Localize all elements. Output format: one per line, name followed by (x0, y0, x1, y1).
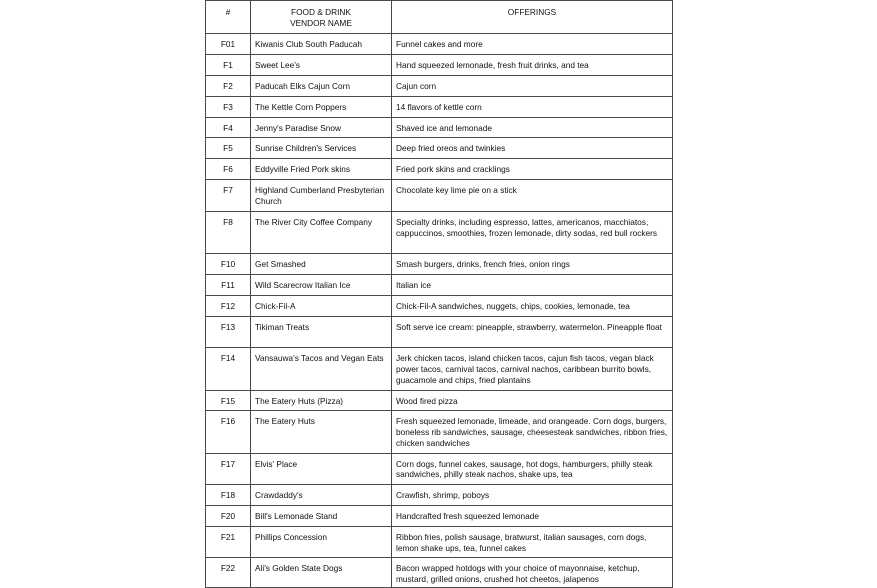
table-row (206, 390, 673, 411)
vendor-name: Wild Scarecrow Italian Ice (251, 274, 392, 295)
vendor-offerings: Chick-Fil-A sandwiches, nuggets, chips, cookies, lemonade, tea (392, 295, 673, 316)
table-row (206, 348, 673, 390)
vendor-number: F11 (206, 274, 251, 295)
table-row (206, 558, 673, 588)
vendor-offerings: Bacon wrapped hotdogs with your choice of mayonnaise, ketchup, mustard, grilled onions, crushed hot cheetos, jalapenos (392, 558, 673, 588)
table-row (206, 96, 673, 117)
vendor-offerings: 14 flavors of kettle corn (392, 96, 673, 117)
table-row (206, 34, 673, 55)
table-row (206, 254, 673, 275)
vendor-name: Crawdaddy's (251, 485, 392, 506)
vendor-number: F4 (206, 117, 251, 138)
vendor-number: F2 (206, 75, 251, 96)
table-row (206, 117, 673, 138)
vendor-offerings: Hand squeezed lemonade, fresh fruit drinks, and tea (392, 54, 673, 75)
vendor-number: F18 (206, 485, 251, 506)
vendor-rows (206, 34, 673, 588)
vendor-name: Vansauwa's Tacos and Vegan Eats (251, 348, 392, 390)
vendor-name: Chick-Fil-A (251, 295, 392, 316)
vendor-offerings: Chocolate key lime pie on a stick (392, 180, 673, 212)
vendor-number: F13 (206, 316, 251, 348)
vendor-offerings: Corn dogs, funnel cakes, sausage, hot dogs, hamburgers, philly steak sandwiches, philly steak nachos, shake ups, tea (392, 453, 673, 485)
header-offerings: OFFERINGS (392, 1, 673, 34)
vendor-offerings: Smash burgers, drinks, french fries, onion rings (392, 254, 673, 275)
vendor-number: F10 (206, 254, 251, 275)
header-number: # (206, 1, 251, 34)
vendor-number: F01 (206, 34, 251, 55)
vendor-table-page (205, 0, 672, 588)
vendor-name: Bill's Lemonade Stand (251, 506, 392, 527)
vendor-offerings: Handcrafted fresh squeezed lemonade (392, 506, 673, 527)
vendor-number: F8 (206, 211, 251, 253)
vendor-name: Tikiman Treats (251, 316, 392, 348)
vendor-number: F12 (206, 295, 251, 316)
table-row (206, 526, 673, 558)
vendor-offerings: Ribbon fries, polish sausage, bratwurst, italian sausages, corn dogs, lemon shake ups, tea, funnel cakes (392, 526, 673, 558)
vendor-offerings: Soft serve ice cream: pineapple, strawberry, watermelon. Pineapple float (392, 316, 673, 348)
vendor-table (205, 0, 673, 588)
table-row (206, 159, 673, 180)
vendor-number: F14 (206, 348, 251, 390)
vendor-name: Highland Cumberland Presbyterian Church (251, 180, 392, 212)
vendor-offerings: Fresh squeezed lemonade, limeade, and orangeade. Corn dogs, burgers, boneless rib sandwiches, sausage, cheesesteak sandwiches, ribbon fries, chicken sandwiches (392, 411, 673, 453)
vendor-number: F3 (206, 96, 251, 117)
vendor-number: F6 (206, 159, 251, 180)
vendor-name: Paducah Elks Cajun Corn (251, 75, 392, 96)
table-row (206, 506, 673, 527)
table-row (206, 211, 673, 253)
vendor-offerings: Jerk chicken tacos, island chicken tacos, cajun fish tacos, vegan black power tacos, carnival tacos, carnival nachos, caribbean burrito bowls, guacamole and chips, fried plantains (392, 348, 673, 390)
vendor-number: F17 (206, 453, 251, 485)
vendor-number: F7 (206, 180, 251, 212)
vendor-offerings: Fried pork skins and cracklings (392, 159, 673, 180)
vendor-offerings: Funnel cakes and more (392, 34, 673, 55)
header-row (206, 1, 673, 34)
vendor-name: Jenny's Paradise Snow (251, 117, 392, 138)
vendor-name: The Eatery Huts (Pizza) (251, 390, 392, 411)
vendor-name: Sunrise Children's Services (251, 138, 392, 159)
vendor-number: F15 (206, 390, 251, 411)
vendor-number: F1 (206, 54, 251, 75)
vendor-number: F20 (206, 506, 251, 527)
vendor-number: F5 (206, 138, 251, 159)
vendor-offerings: Crawfish, shrimp, poboys (392, 485, 673, 506)
vendor-offerings: Cajun corn (392, 75, 673, 96)
table-row (206, 485, 673, 506)
vendor-name: Get Smashed (251, 254, 392, 275)
vendor-number: F22 (206, 558, 251, 588)
vendor-name: The River City Coffee Company (251, 211, 392, 253)
vendor-name: Ali's Golden State Dogs (251, 558, 392, 588)
table-row (206, 411, 673, 453)
table-row (206, 274, 673, 295)
table-row (206, 316, 673, 348)
vendor-offerings: Wood fired pizza (392, 390, 673, 411)
table-row (206, 180, 673, 212)
vendor-name: Eddyville Fried Pork skins (251, 159, 392, 180)
table-row (206, 295, 673, 316)
vendor-name: Elvis' Place (251, 453, 392, 485)
vendor-name: Phillips Concession (251, 526, 392, 558)
vendor-number: F21 (206, 526, 251, 558)
vendor-number: F16 (206, 411, 251, 453)
table-row (206, 75, 673, 96)
vendor-name: Kiwanis Club South Paducah (251, 34, 392, 55)
vendor-name: Sweet Lee's (251, 54, 392, 75)
vendor-offerings: Specialty drinks, including espresso, lattes, americanos, macchiatos, cappuccinos, smoothies, frozen lemonade, dirty sodas, red bull rockers (392, 211, 673, 253)
vendor-name: The Eatery Huts (251, 411, 392, 453)
header-vendor-name: FOOD & DRINK VENDOR NAME (251, 1, 392, 34)
vendor-offerings: Italian ice (392, 274, 673, 295)
vendor-offerings: Shaved ice and lemonade (392, 117, 673, 138)
table-row (206, 453, 673, 485)
vendor-offerings: Deep fried oreos and twinkies (392, 138, 673, 159)
table-row (206, 54, 673, 75)
vendor-name: The Kettle Corn Poppers (251, 96, 392, 117)
table-row (206, 138, 673, 159)
